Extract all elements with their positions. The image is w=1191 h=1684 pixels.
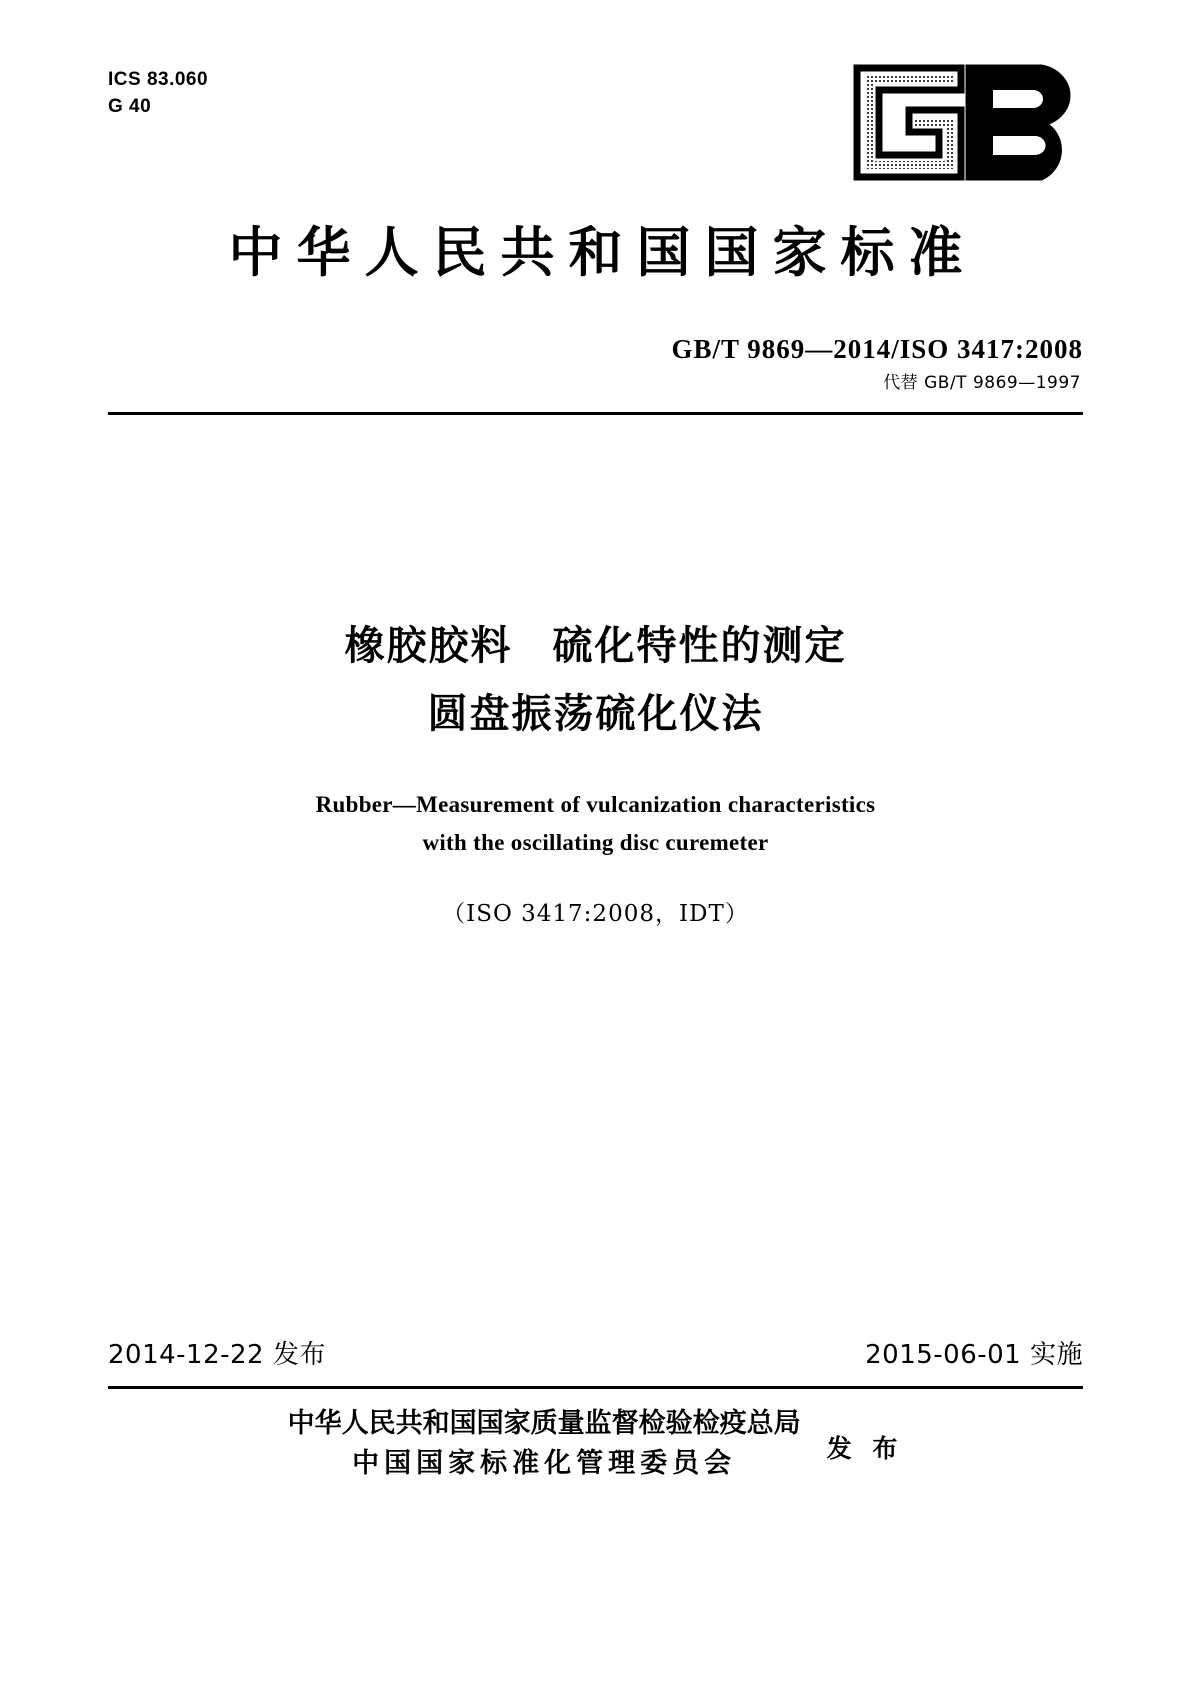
document-title-en <box>0 786 1191 862</box>
issuer-line-2: 中国国家标准化管理委员会 <box>352 1448 737 1479</box>
iso-equivalence: （ISO 3417:2008，IDT） <box>442 901 749 927</box>
document-title-en-line1: Rubber—Measurement of vulcanization characteristics <box>315 792 876 817</box>
issue-word: 发 布 <box>826 1434 904 1463</box>
standard-number: GB/T 9869—2014/ISO 3417:2008 <box>671 334 1083 364</box>
header-divider <box>108 412 1083 415</box>
footer-divider <box>108 1386 1083 1389</box>
issuer-block <box>0 1404 1191 1484</box>
document-title-cn-line1 <box>0 612 1191 680</box>
document-title-en-line2: with the oscillating disc curemeter <box>422 830 769 855</box>
category-code: G 40 <box>108 96 152 117</box>
document-title-cn-line1-part2: 硫化特性的测定 <box>552 623 847 669</box>
ics-code: ICS 83.060 <box>108 69 209 90</box>
issuer-names <box>288 1404 801 1484</box>
publish-date: 2014-12-22 发布 <box>108 1340 326 1370</box>
ics-block <box>108 66 208 120</box>
gb-logo-icon <box>843 60 1083 185</box>
implementation-date: 2015-06-01 实施 <box>865 1340 1083 1370</box>
standard-replaces: 代替 GB/T 9869—1997 <box>883 373 1081 393</box>
issuer-line-1: 中华人民共和国国家质量监督检验检疫总局 <box>287 1408 801 1439</box>
document-title-cn <box>0 612 1191 748</box>
document-title-cn-line1-part1: 橡胶胶料 <box>344 623 513 669</box>
document-title-cn-line2: 圆盘振荡硫化仪法 <box>427 691 764 737</box>
national-standard-title: 中华人民共和国国家标准 <box>228 221 977 284</box>
